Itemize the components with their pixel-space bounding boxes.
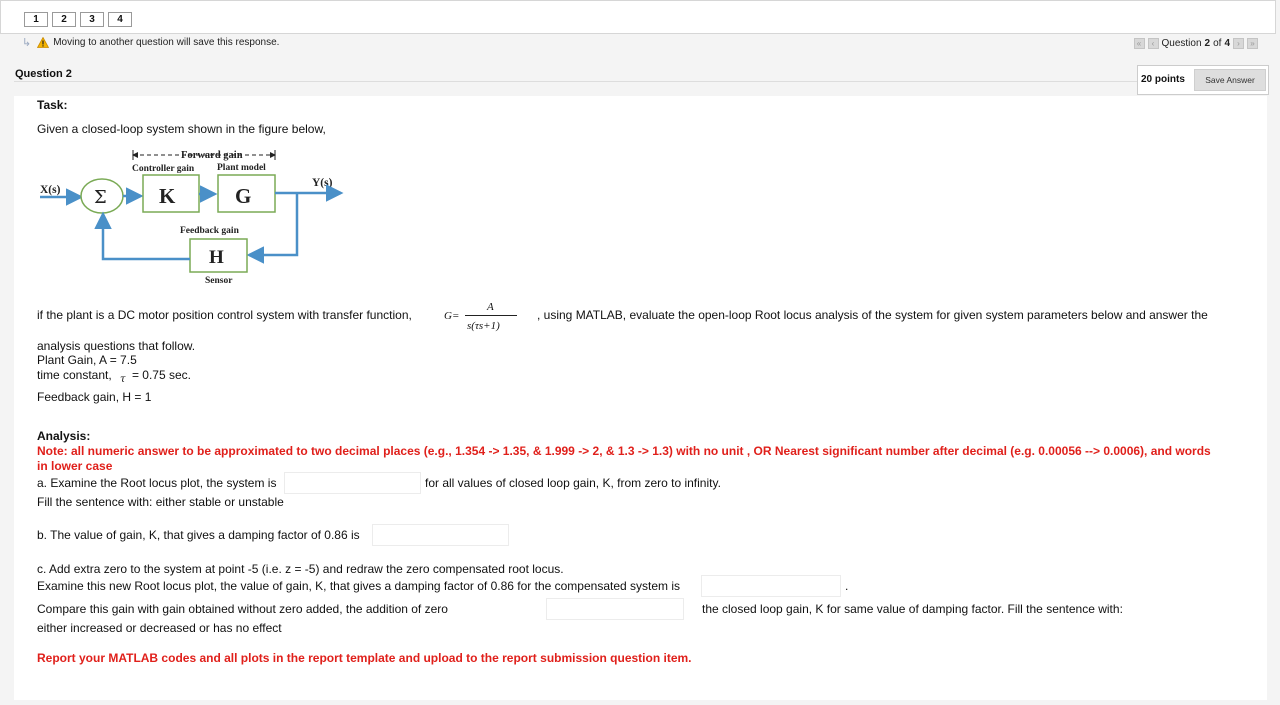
feedback-gain-label: Feedback gain [180,226,239,236]
plant-sentence-start: if the plant is a DC motor position control system with transfer function, [37,308,412,322]
question-b-text: b. The value of gain, K, that gives a damping factor of 0.86 is [37,528,360,542]
question-1-button[interactable]: 1 [24,12,48,27]
param-time-constant [37,368,191,385]
warning-icon [37,37,49,48]
question-a-fill: Fill the sentence with: either stable or unstable [37,495,284,509]
question-nav-bar [0,0,1276,34]
counter-of: of [1213,38,1222,49]
heading-divider [14,81,1139,82]
last-question-icon[interactable]: » [1247,38,1258,49]
k-label: K [159,184,176,208]
points-label: 20 points [1141,74,1185,85]
counter-current: 2 [1204,38,1211,49]
return-arrow-icon: ↳ [22,37,32,49]
h-label: H [209,247,224,268]
question-c-compare-end: the closed loop gain, K for same value of damping factor. Fill the sentence with: [702,602,1123,616]
note-line-1: Note: all numeric answer to be approximated to two decimal places (e.g., 1.354 -> 1.35, & 1.999 -> 2, & 1.3 -> 1.3) with no unit , OR Nearest significant number after decimal (e.g. 0.00056 --> 0.0006), and words [37,444,1211,458]
question-a-start: a. Examine the Root locus plot, the system is [37,476,277,490]
tau-symbol: τ [120,374,126,385]
block-diagram [37,142,367,292]
question-card [14,96,1267,700]
tau-label: time constant, [37,368,112,382]
plant-sentence-cont: analysis questions that follow. [37,339,196,353]
answer-b-input[interactable] [372,524,509,546]
question-c-line-2-end: . [845,579,849,593]
param-feedback-gain: Feedback gain, H = 1 [37,390,152,404]
sigma-label: Σ [94,187,107,208]
next-question-icon[interactable]: › [1233,38,1244,49]
output-label: Y(s) [312,177,333,189]
tf-lhs: G= [444,310,460,322]
previous-question-icon[interactable]: ‹ [1148,38,1159,49]
input-label: X(s) [40,184,61,196]
question-c-compare-start: Compare this gain with gain obtained without zero added, the addition of zero [37,602,448,616]
question-counter [1134,38,1259,49]
feedback-line-left [103,214,190,259]
question-c-compare-cont: either increased or decreased or has no effect [37,621,282,635]
save-warning [22,36,279,49]
controller-gain-label: Controller gain [132,164,195,174]
counter-total: 4 [1224,38,1230,49]
question-c-line-2: Examine this new Root locus plot, the value of gain, K, that gives a damping factor of 0.86 for the compensated system is [37,579,681,593]
answer-a-input[interactable] [284,472,421,494]
tf-numerator: A [487,301,494,313]
param-plant-gain: Plant Gain, A = 7.5 [37,353,137,367]
question-number-buttons [24,12,132,27]
answer-c2-input[interactable] [546,598,684,620]
note-line-2: in lower case [37,459,113,473]
question-c-line-1: c. Add extra zero to the system at point -5 (i.e. z = -5) and redraw the zero compensated root locus. [37,562,564,576]
question-2-button[interactable]: 2 [52,12,76,27]
report-instruction: Report your MATLAB codes and all plots in the report template and upload to the report submission question item. [37,651,692,665]
question-a-end-text: for all values of closed loop gain, K, from zero to infinity. [425,476,721,490]
tf-denominator: s(τs+1) [467,320,500,332]
task-label: Task: [37,98,68,112]
points-box [1137,65,1269,95]
intro-text: Given a closed-loop system shown in the figure below, [37,122,326,136]
answer-c1-input[interactable] [701,575,841,597]
sensor-label: Sensor [205,276,233,286]
question-heading: Question 2 [15,68,72,80]
plant-sentence-end: , using MATLAB, evaluate the open-loop Root locus analysis of the system for given system parameters below and answer the [537,308,1208,322]
question-4-button[interactable]: 4 [108,12,132,27]
analysis-label: Analysis: [37,429,91,443]
g-label: G [235,184,252,208]
tau-value: = 0.75 sec. [131,368,191,382]
plant-model-label: Plant model [217,163,266,173]
counter-prefix: Question [1161,38,1202,49]
first-question-icon[interactable]: « [1134,38,1145,49]
warning-text: Moving to another question will save this response. [53,37,280,48]
question-3-button[interactable]: 3 [80,12,104,27]
question-a-end [425,476,721,490]
save-answer-button[interactable]: Save Answer [1194,69,1266,91]
tf-fraction-bar [465,315,517,316]
forward-gain-label: Forward gain [181,150,243,161]
